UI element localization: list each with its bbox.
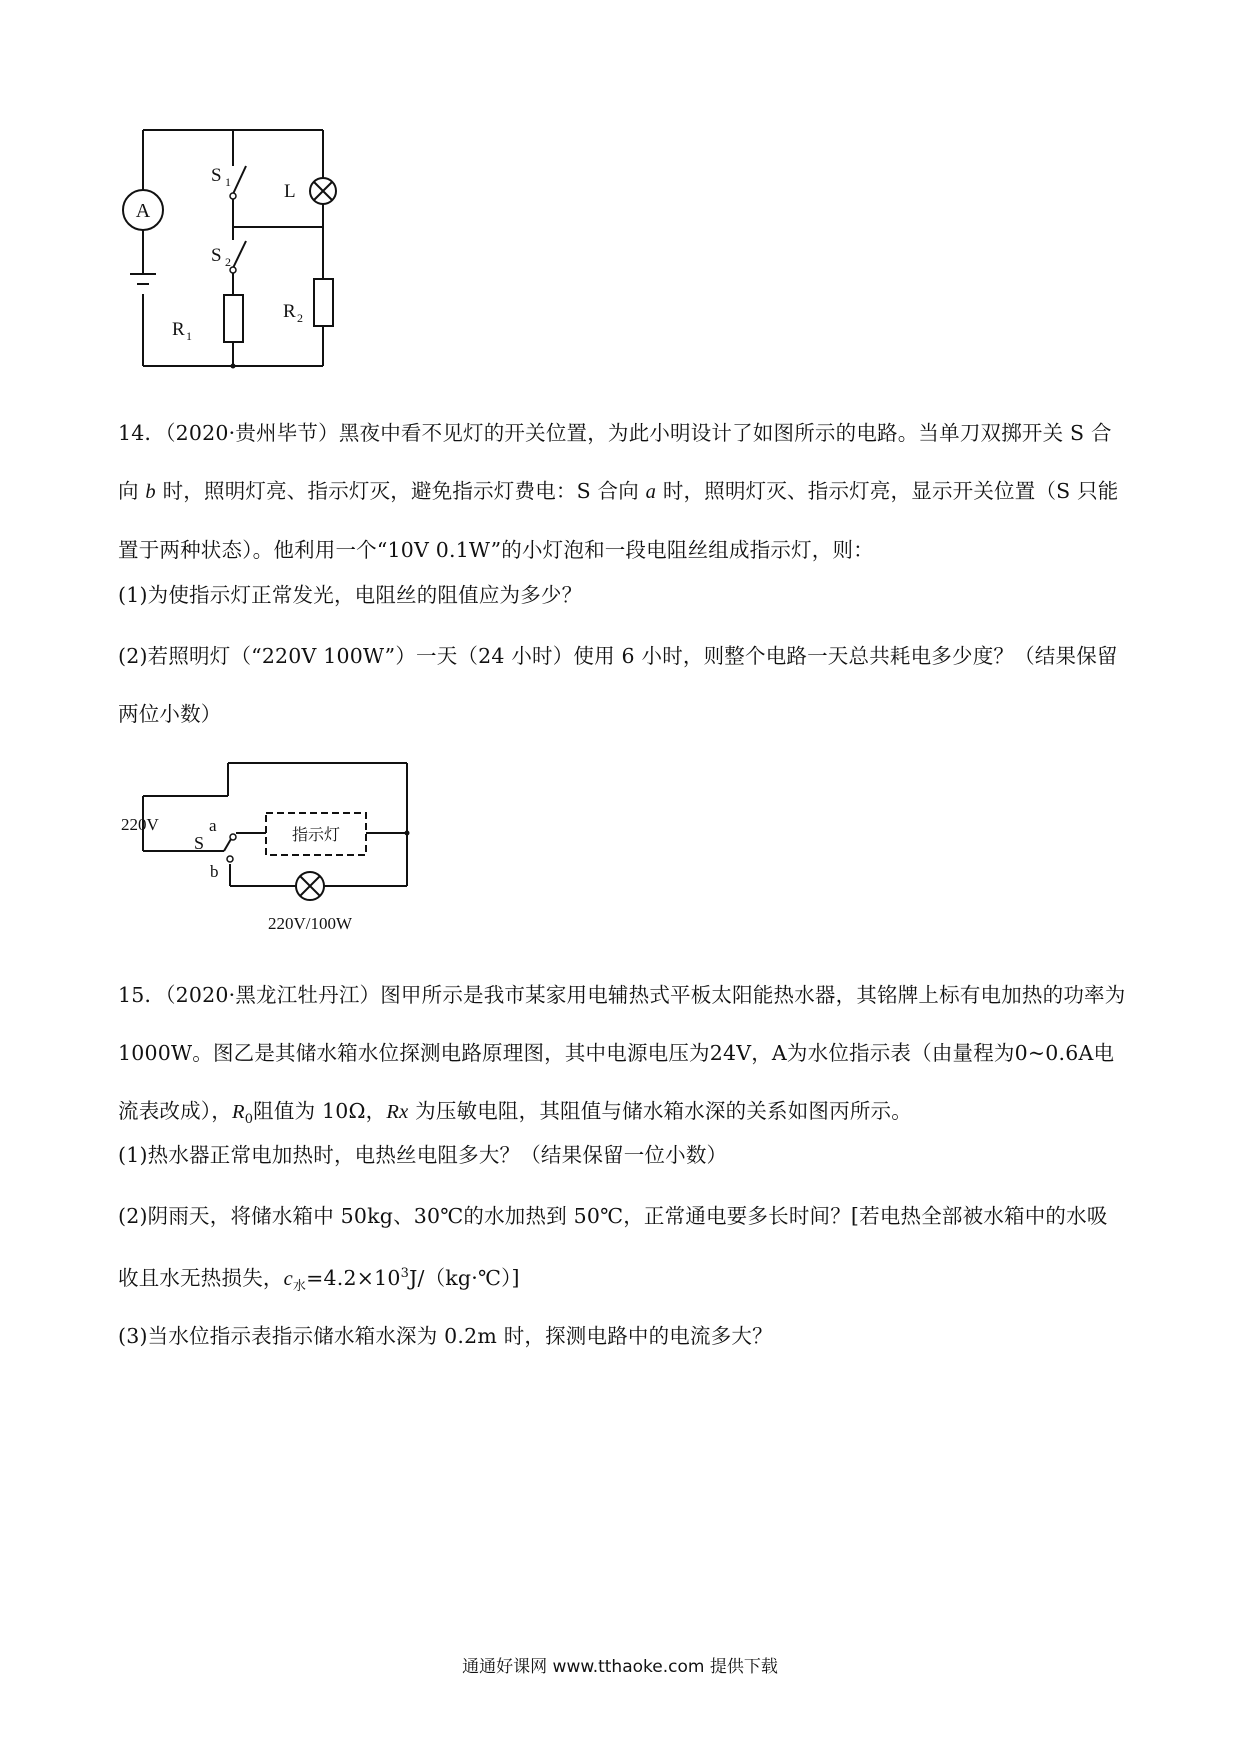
- voltage-label: 220V: [121, 815, 159, 834]
- question-15-rx: Rx: [386, 1101, 409, 1123]
- page-footer: 通通好课网 www.tthaoke.com 提供下载: [462, 1657, 778, 1677]
- question-15: [118, 966, 1128, 1149]
- question-15-r0-sub: 0: [244, 1112, 254, 1128]
- question-15-number: 15．: [118, 983, 166, 1007]
- resistor-r2-sub: 2: [297, 311, 303, 325]
- question-14-text-b: 时，照明灯亮、指示灯灭，避免指示灯费电：S 合向: [155, 479, 646, 503]
- lamp-l-label: L: [284, 181, 296, 202]
- switch-s2-sub: 2: [225, 255, 231, 269]
- question-14-text-c: 时，照明灯灭、指示灯亮，显示开关位置（S 只能置于两种状态）。他利用一个“10V 0.1W”的小灯泡和一段电阻丝组成指示灯，则：: [118, 479, 1119, 562]
- question-14-var-b: b: [145, 481, 156, 503]
- question-14-var-a: a: [645, 481, 657, 503]
- question-15-part-3: (3)当水位指示表指示储水箱水深为 0.2m 时，探测电路中的电流多大？: [118, 1324, 773, 1348]
- switch-s2-label: S: [211, 245, 222, 266]
- question-15-r0: R: [231, 1101, 245, 1123]
- ammeter-label: A: [135, 200, 151, 222]
- lamp-rating-label: 220V/100W: [267, 914, 353, 933]
- question-14-text-a: 黑夜中看不见灯的开关位置，为此小明设计了如图所示的电路。当单刀双掷开关 S 合向: [118, 421, 1112, 503]
- question-14-part-1: (1)为使指示灯正常发光，电阻丝的阻值应为多少？: [118, 583, 583, 607]
- question-15-part-2-sup: 3: [400, 1266, 410, 1281]
- question-15-c: c: [283, 1267, 293, 1290]
- question-15-part-2-text-c: J/（kg·℃）]: [409, 1265, 520, 1290]
- question-15-part-2-text-a: (2)阴雨天，将储水箱中 50kg、30℃的水加热到 50℃，正常通电要多长时间？[若电热全部被水箱中的水吸收且水无热损失，: [118, 1204, 1108, 1290]
- question-15-text-a: 图甲所示是我市某家用电辅热式平板太阳能热水器，其铭牌上标有电加热的功率为1000W。图乙是其储水箱水位探测电路原理图，其中电源电压为24V，A为水位指示表（由量程为0~0.6A电流表改成），: [118, 983, 1126, 1123]
- question-15-text-b: 阻值为 10Ω，: [253, 1099, 387, 1123]
- question-15-part-2: [118, 1187, 1128, 1316]
- question-15-source: （2020·黑龙江牡丹江）: [165, 983, 381, 1007]
- contact-b-label: b: [210, 862, 219, 881]
- question-15-part-1: (1)热水器正常电加热时，电热丝电阻多大？（结果保留一位小数）: [118, 1143, 728, 1167]
- question-14-part-2: (2)若照明灯（“220V 100W”）一天（24 小时）使用 6 小时，则整个电路一天总共耗电多少度？（结果保留两位小数）: [118, 644, 1118, 726]
- switch-s1-sub: 1: [225, 175, 231, 189]
- question-15-part-2-text-b: =4.2×10: [306, 1265, 401, 1290]
- switch-s1-label: S: [211, 165, 222, 186]
- question-14: [118, 404, 1128, 579]
- resistor-r1-sub: 1: [186, 329, 192, 343]
- circuit-diagram-1: [0, 0, 1240, 400]
- question-14-source: （2020·贵州毕节）: [165, 421, 339, 445]
- resistor-r1-label: R: [172, 319, 185, 340]
- contact-a-label: a: [209, 816, 217, 835]
- question-15-c-sub: 水: [292, 1278, 307, 1294]
- resistor-r2-label: R: [283, 301, 296, 322]
- indicator-label: 指示灯: [291, 825, 341, 844]
- question-14-number: 14．: [118, 421, 166, 445]
- switch-s-label: S: [194, 833, 205, 853]
- question-15-text-c: 为压敏电阻，其阻值与储水箱水深的关系如图丙所示。: [408, 1099, 912, 1123]
- circuit-diagram-2: [0, 740, 1240, 960]
